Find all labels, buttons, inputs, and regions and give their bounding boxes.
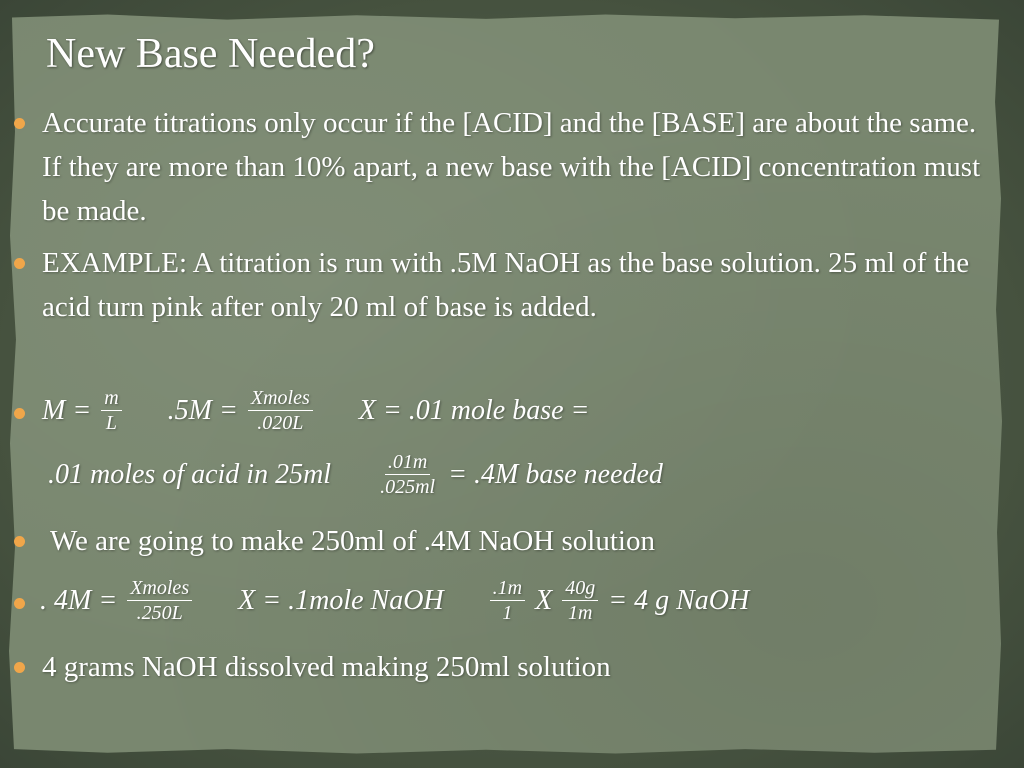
fraction-numerator: .01m xyxy=(385,450,430,475)
fraction-numerator: m xyxy=(101,386,121,411)
fraction-denominator: L xyxy=(105,412,117,434)
eq2-rhs: = .4M base needed xyxy=(448,458,663,490)
fraction-denominator: .250L xyxy=(136,602,183,624)
bullet-icon xyxy=(14,536,25,547)
fraction-numerator: 40g xyxy=(562,576,598,601)
fraction-molar-mass xyxy=(562,576,598,625)
eq1-rhs: X = .01 mole base = xyxy=(358,394,590,426)
bullet-icon xyxy=(14,118,25,129)
bullet-text-2: EXAMPLE: A titration is run with .5M NaOH as the base solution. 25 ml of the acid turn pink after only 20 ml of base is added. xyxy=(42,247,970,323)
equation-naoh-mass xyxy=(40,576,749,625)
eq1-lhs: M = xyxy=(42,394,92,426)
bullet-text-1: Accurate titrations only occur if the [ACID] and the [BASE] are about the same. If they are more than 10% apart, a new base with the [ACID] concentration must be made. xyxy=(42,107,981,227)
eq3-times: X xyxy=(535,584,553,616)
bullet-icon xyxy=(14,408,25,419)
eq2-lhs: .01 moles of acid in 25ml xyxy=(48,458,332,490)
equation-acid-moles xyxy=(48,450,663,499)
eq1-lhs2: .5M = xyxy=(167,394,238,426)
fraction-denominator: .020L xyxy=(257,412,304,434)
fraction-denominator: .025ml xyxy=(380,476,436,498)
fraction-moles-over-volume xyxy=(377,450,438,499)
fraction-xmoles-over-volume xyxy=(127,576,192,625)
fraction-numerator: Xmoles xyxy=(248,386,313,411)
bullet-text-4: 4 grams NaOH dissolved making 250ml solution xyxy=(42,651,611,683)
eq3-rhs: = 4 g NaOH xyxy=(608,584,750,616)
bullet-icon xyxy=(14,662,25,673)
fraction-denominator: 1m xyxy=(567,602,593,624)
equation-molarity xyxy=(42,386,589,435)
bullet-icon xyxy=(14,598,25,609)
bullet-icon xyxy=(14,258,25,269)
fraction-moles-over-one xyxy=(490,576,525,625)
bullet-text-3: We are going to make 250ml of .4M NaOH solution xyxy=(50,525,655,557)
fraction-denominator: 1 xyxy=(502,602,513,624)
fraction-numerator: Xmoles xyxy=(127,576,192,601)
eq3-lhs: . 4M = xyxy=(40,584,118,616)
eq3-mid: X = .1mole NaOH xyxy=(238,584,444,616)
fraction-xmoles-over-volume xyxy=(248,386,313,435)
fraction-m-over-l xyxy=(101,386,121,435)
fraction-numerator: .1m xyxy=(490,576,525,601)
slide-title: New Base Needed? xyxy=(46,31,375,77)
